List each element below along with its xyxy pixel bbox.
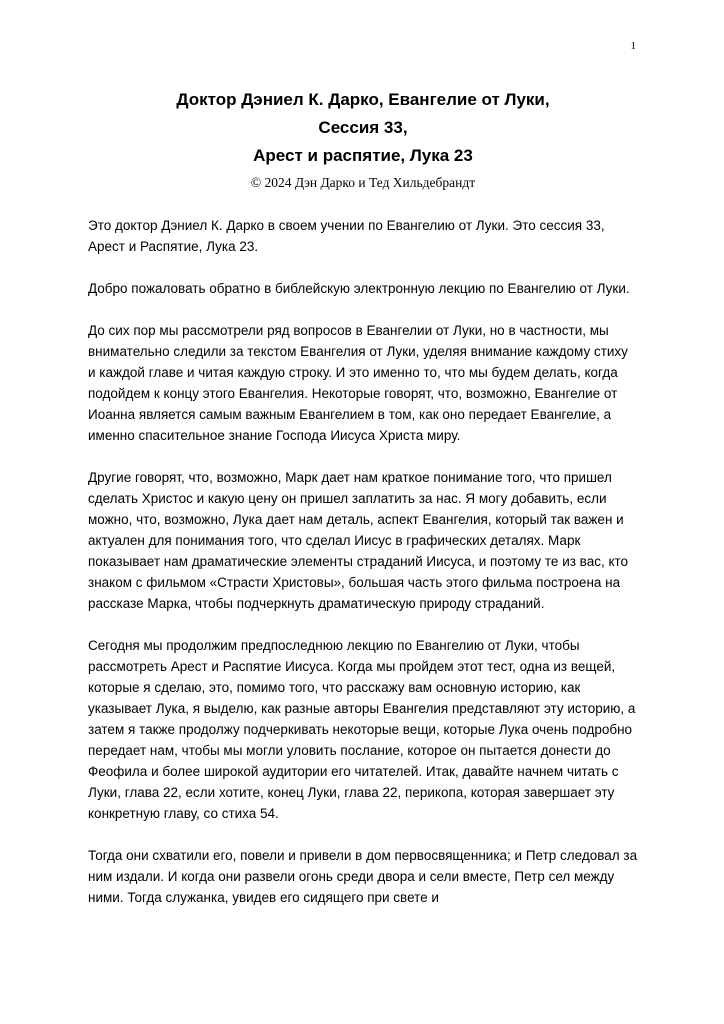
paragraph-overview: До сих пор мы рассмотрели ряд вопросов в Евангелии от Луки, но в частности, мы внимательно следили за текстом Евангелия от Луки, уделяя внимание каждому стиху и каждой главе и читая каждую строку. И это именно то, что мы будем делать, когда подойдем к концу этого Евангелия. Некоторые говорят, что, возможно, Евангелие от Иоанна является самым важным Евангелием в том, как оно передает Евангелие, а именно спасительное знание Господа Иисуса Христа миру.: [88, 323, 628, 443]
document-body: [88, 215, 638, 908]
page-number: 1: [630, 40, 636, 52]
paragraph-gospel-comparison: Другие говорят, что, возможно, Марк дает нам краткое понимание того, что пришел сделать Христос и какую цену он пришел заплатить за нас. Я могу добавить, если можно, что, возможно, Лука дает нам деталь, аспект Евангелия, который так важен и актуален для понимания того, что сделал Иисус в графических деталях. Марк показывает нам драматические элементы страданий Иисуса, и поэтому те из вас, кто знаком с фильмом «Страсти Христовы», большая часть этого фильма построена на рассказе Марка, чтобы подчеркнуть драматическую природу страданий.: [88, 470, 629, 611]
title-line-2: Сессия 33,: [318, 118, 408, 137]
paragraph-scripture-reading: Тогда они схватили его, повели и привели в дом первосвященника; и Петр следовал за ним издали. И когда они развели огонь среди двора и сели вместе, Петр сел между ними. Тогда служанка, увидев его сидящего при свете и: [88, 848, 638, 905]
document-title: [88, 86, 638, 170]
title-line-1: Доктор Дэниел К. Дарко, Евангелие от Луки,: [176, 90, 550, 109]
copyright-notice: © 2024 Дэн Дарко и Тед Хильдебрандт: [250, 175, 476, 190]
title-line-3: Арест и распятие, Лука 23: [253, 146, 473, 165]
paragraph-intro: Это доктор Дэниел К. Дарко в своем учении по Евангелию от Луки. Это сессия 33, Арест и Распятие, Лука 23.: [88, 218, 605, 254]
paragraph-welcome: Добро пожаловать обратно в библейскую электронную лекцию по Евангелию от Луки.: [88, 281, 630, 296]
paragraph-lecture-plan: Сегодня мы продолжим предпоследнюю лекцию по Евангелию от Луки, чтобы рассмотреть Арест и Распятие Иисуса. Когда мы пройдем этот тест, одна из вещей, которые я сделаю, это, помимо того, что расскажу вам основную историю, как указывает Лука, я выделю, как разные авторы Евангелия представляют эту историю, а затем я также продолжу подчеркивать некоторые вещи, которые Лука очень подробно передает нам, чтобы мы могли уловить послание, которое он пытается донести до Феофила и более широкой аудитории его читателей. Итак, давайте начнем читать с Луки, глава 22, если хотите, конец Луки, глава 22, перикопа, которая завершает эту конкретную главу, со стиха 54.: [88, 638, 636, 821]
